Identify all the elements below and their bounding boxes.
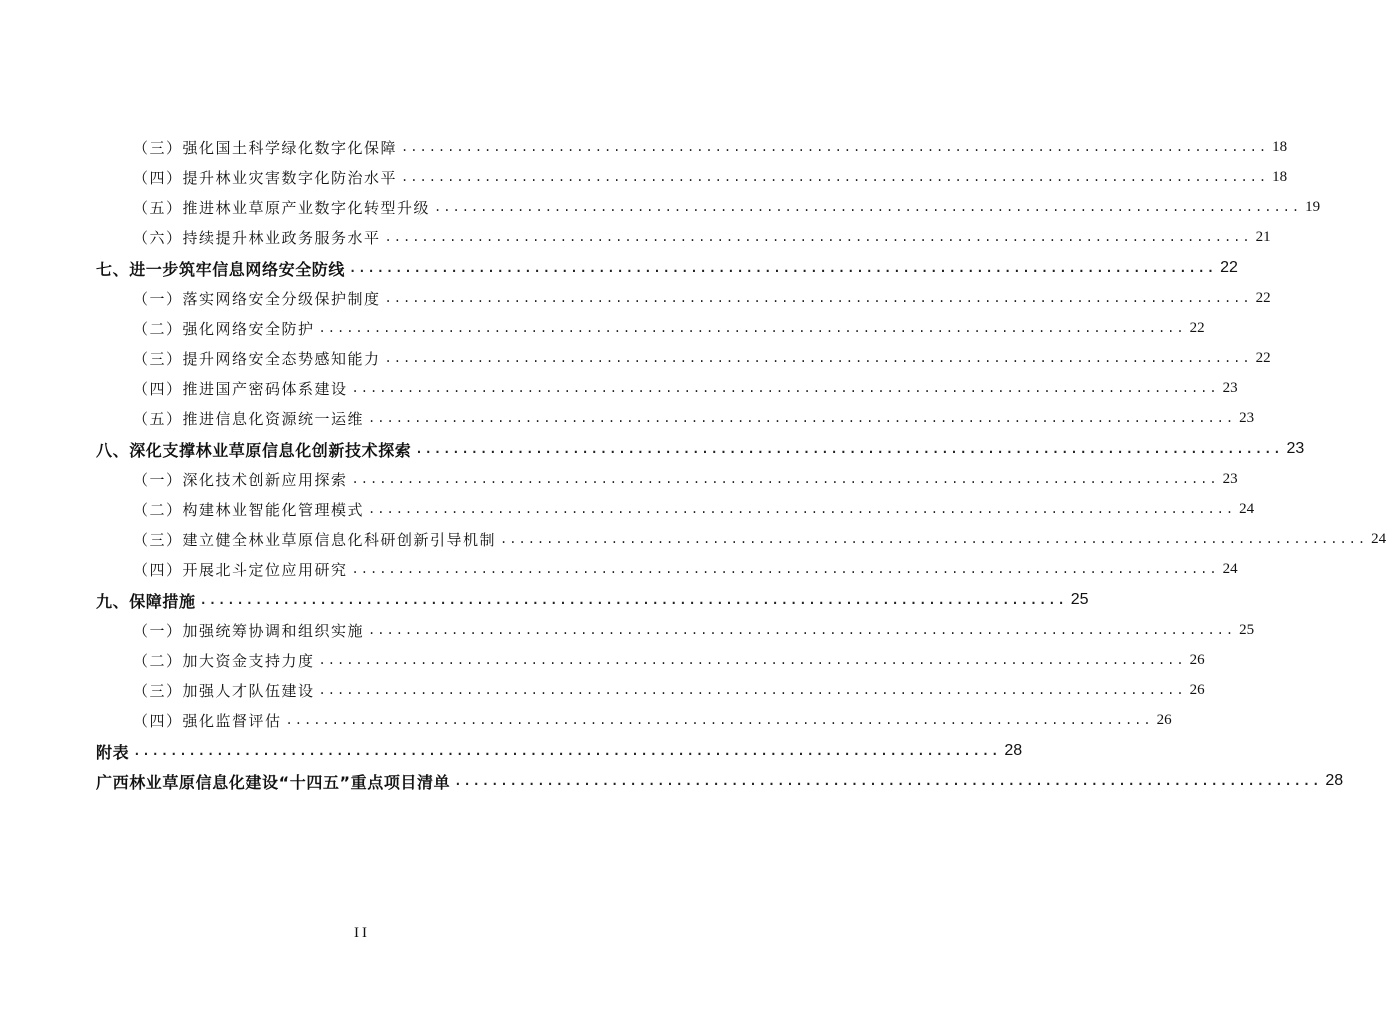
toc-entry [133, 376, 1238, 400]
toc-entry [133, 618, 1255, 642]
dot-leader: .............................................................................................. [351, 562, 1219, 576]
toc-entry-title: （一）落实网络安全分级保护制度 [133, 289, 381, 308]
toc-entry [133, 708, 1172, 732]
toc-entry-title: （一）深化技术创新应用探索 [133, 470, 348, 489]
toc-entry-title: （三）强化国土科学绿化数字化保障 [133, 138, 398, 157]
toc-entry [96, 437, 1305, 461]
toc-entry-page: 25 [1239, 621, 1255, 638]
dot-leader: .............................................................................................. [285, 713, 1153, 727]
dot-leader: .............................................................................................. [133, 744, 1001, 758]
toc-entry-title: （二）强化网络安全防护 [133, 319, 315, 338]
toc-entry-title: 广西林业草原信息化建设“十四五”重点项目清单 [96, 772, 451, 792]
toc-entry-page: 25 [1070, 591, 1089, 608]
toc-entry-title: （四）提升林业灾害数字化防治水平 [133, 168, 398, 187]
toc-entry-page: 24 [1371, 530, 1386, 547]
dot-leader: .............................................................................................. [199, 593, 1067, 607]
dot-leader: .............................................................................................. [384, 351, 1252, 365]
toc-entry-page: 23 [1222, 470, 1238, 487]
toc-entry-page: 22 [1255, 349, 1271, 366]
toc-entry [133, 648, 1205, 672]
toc-entry [133, 225, 1271, 249]
toc-entry-title: （二）加大资金支持力度 [133, 651, 315, 670]
dot-leader: .............................................................................................. [384, 230, 1252, 244]
toc-entry-title: 八、深化支撑林业草原信息化创新技术探索 [96, 440, 412, 460]
toc-entry-page: 22 [1189, 319, 1205, 336]
dot-leader: .............................................................................................. [318, 653, 1186, 667]
toc-entry-page: 22 [1220, 259, 1238, 276]
toc-entry-title: （四）强化监督评估 [133, 711, 282, 730]
dot-leader: .............................................................................................. [434, 200, 1302, 214]
toc-entry-title: （三）提升网络安全态势感知能力 [133, 349, 381, 368]
toc-entry-title: 九、保障措施 [96, 591, 196, 611]
toc-entry [96, 588, 1089, 612]
dot-leader: .............................................................................................. [318, 683, 1186, 697]
toc-entry-title: （三）建立健全林业草原信息化科研创新引导机制 [133, 530, 497, 549]
dot-leader: .............................................................................................. [415, 442, 1283, 456]
toc-entry [96, 769, 1344, 793]
dot-leader: .............................................................................................. [401, 170, 1269, 184]
toc-entry [96, 256, 1238, 280]
toc-entry-page: 26 [1189, 651, 1205, 668]
toc-entry-page: 23 [1286, 440, 1305, 457]
dot-leader: .............................................................................................. [368, 623, 1236, 637]
toc-entry [133, 678, 1205, 702]
toc-entry-page: 24 [1222, 560, 1238, 577]
dot-leader: .............................................................................................. [384, 291, 1252, 305]
toc-entry-page: 28 [1325, 772, 1344, 789]
toc-entry [133, 346, 1271, 370]
toc-entry [133, 286, 1271, 310]
dot-leader: .............................................................................................. [318, 321, 1186, 335]
toc-entry [133, 557, 1238, 581]
toc-entry-page: 28 [1004, 742, 1023, 759]
toc-entry-page: 26 [1156, 711, 1172, 728]
toc-entry-title: 七、进一步筑牢信息网络安全防线 [96, 259, 346, 279]
toc-entry [133, 195, 1321, 219]
toc-entry-page: 18 [1272, 168, 1288, 185]
toc-entry-page: 23 [1222, 379, 1238, 396]
dot-leader: .............................................................................................. [401, 140, 1269, 154]
toc-entry-title: （一）加强统筹协调和组织实施 [133, 621, 365, 640]
toc-entry [133, 406, 1255, 430]
toc-entry-page: 24 [1239, 500, 1255, 517]
toc-entry-title: （三）加强人才队伍建设 [133, 681, 315, 700]
toc-entry [133, 467, 1238, 491]
dot-leader: .............................................................................................. [351, 472, 1219, 486]
dot-leader: .............................................................................................. [349, 261, 1217, 275]
toc-entry-page: 21 [1255, 228, 1271, 245]
toc-entry-page: 23 [1239, 409, 1255, 426]
toc-entry [96, 739, 1023, 763]
dot-leader: .............................................................................................. [368, 502, 1236, 516]
dot-leader: .............................................................................................. [368, 411, 1236, 425]
toc-entry-title: （四）开展北斗定位应用研究 [133, 560, 348, 579]
toc-entry-title: （五）推进信息化资源统一运维 [133, 409, 365, 428]
dot-leader: .............................................................................................. [351, 381, 1219, 395]
toc-entry [133, 316, 1205, 340]
page-number: II [354, 925, 370, 941]
dot-leader: .............................................................................................. [454, 774, 1322, 788]
toc-entry-title: 附表 [96, 742, 130, 762]
toc-entry-page: 19 [1305, 198, 1321, 215]
toc-entry-title: （二）构建林业智能化管理模式 [133, 500, 365, 519]
toc-entry-page: 26 [1189, 681, 1205, 698]
toc-entry [133, 497, 1255, 521]
toc-entry-title: （六）持续提升林业政务服务水平 [133, 228, 381, 247]
toc-entry-page: 18 [1272, 138, 1288, 155]
toc-entry [133, 165, 1288, 189]
toc-entry-title: （四）推进国产密码体系建设 [133, 379, 348, 398]
dot-leader: .............................................................................................. [500, 532, 1368, 546]
toc-entry-page: 22 [1255, 289, 1271, 306]
toc-entry [133, 135, 1288, 159]
toc-entry [133, 527, 1386, 551]
toc-entry-title: （五）推进林业草原产业数字化转型升级 [133, 198, 431, 217]
